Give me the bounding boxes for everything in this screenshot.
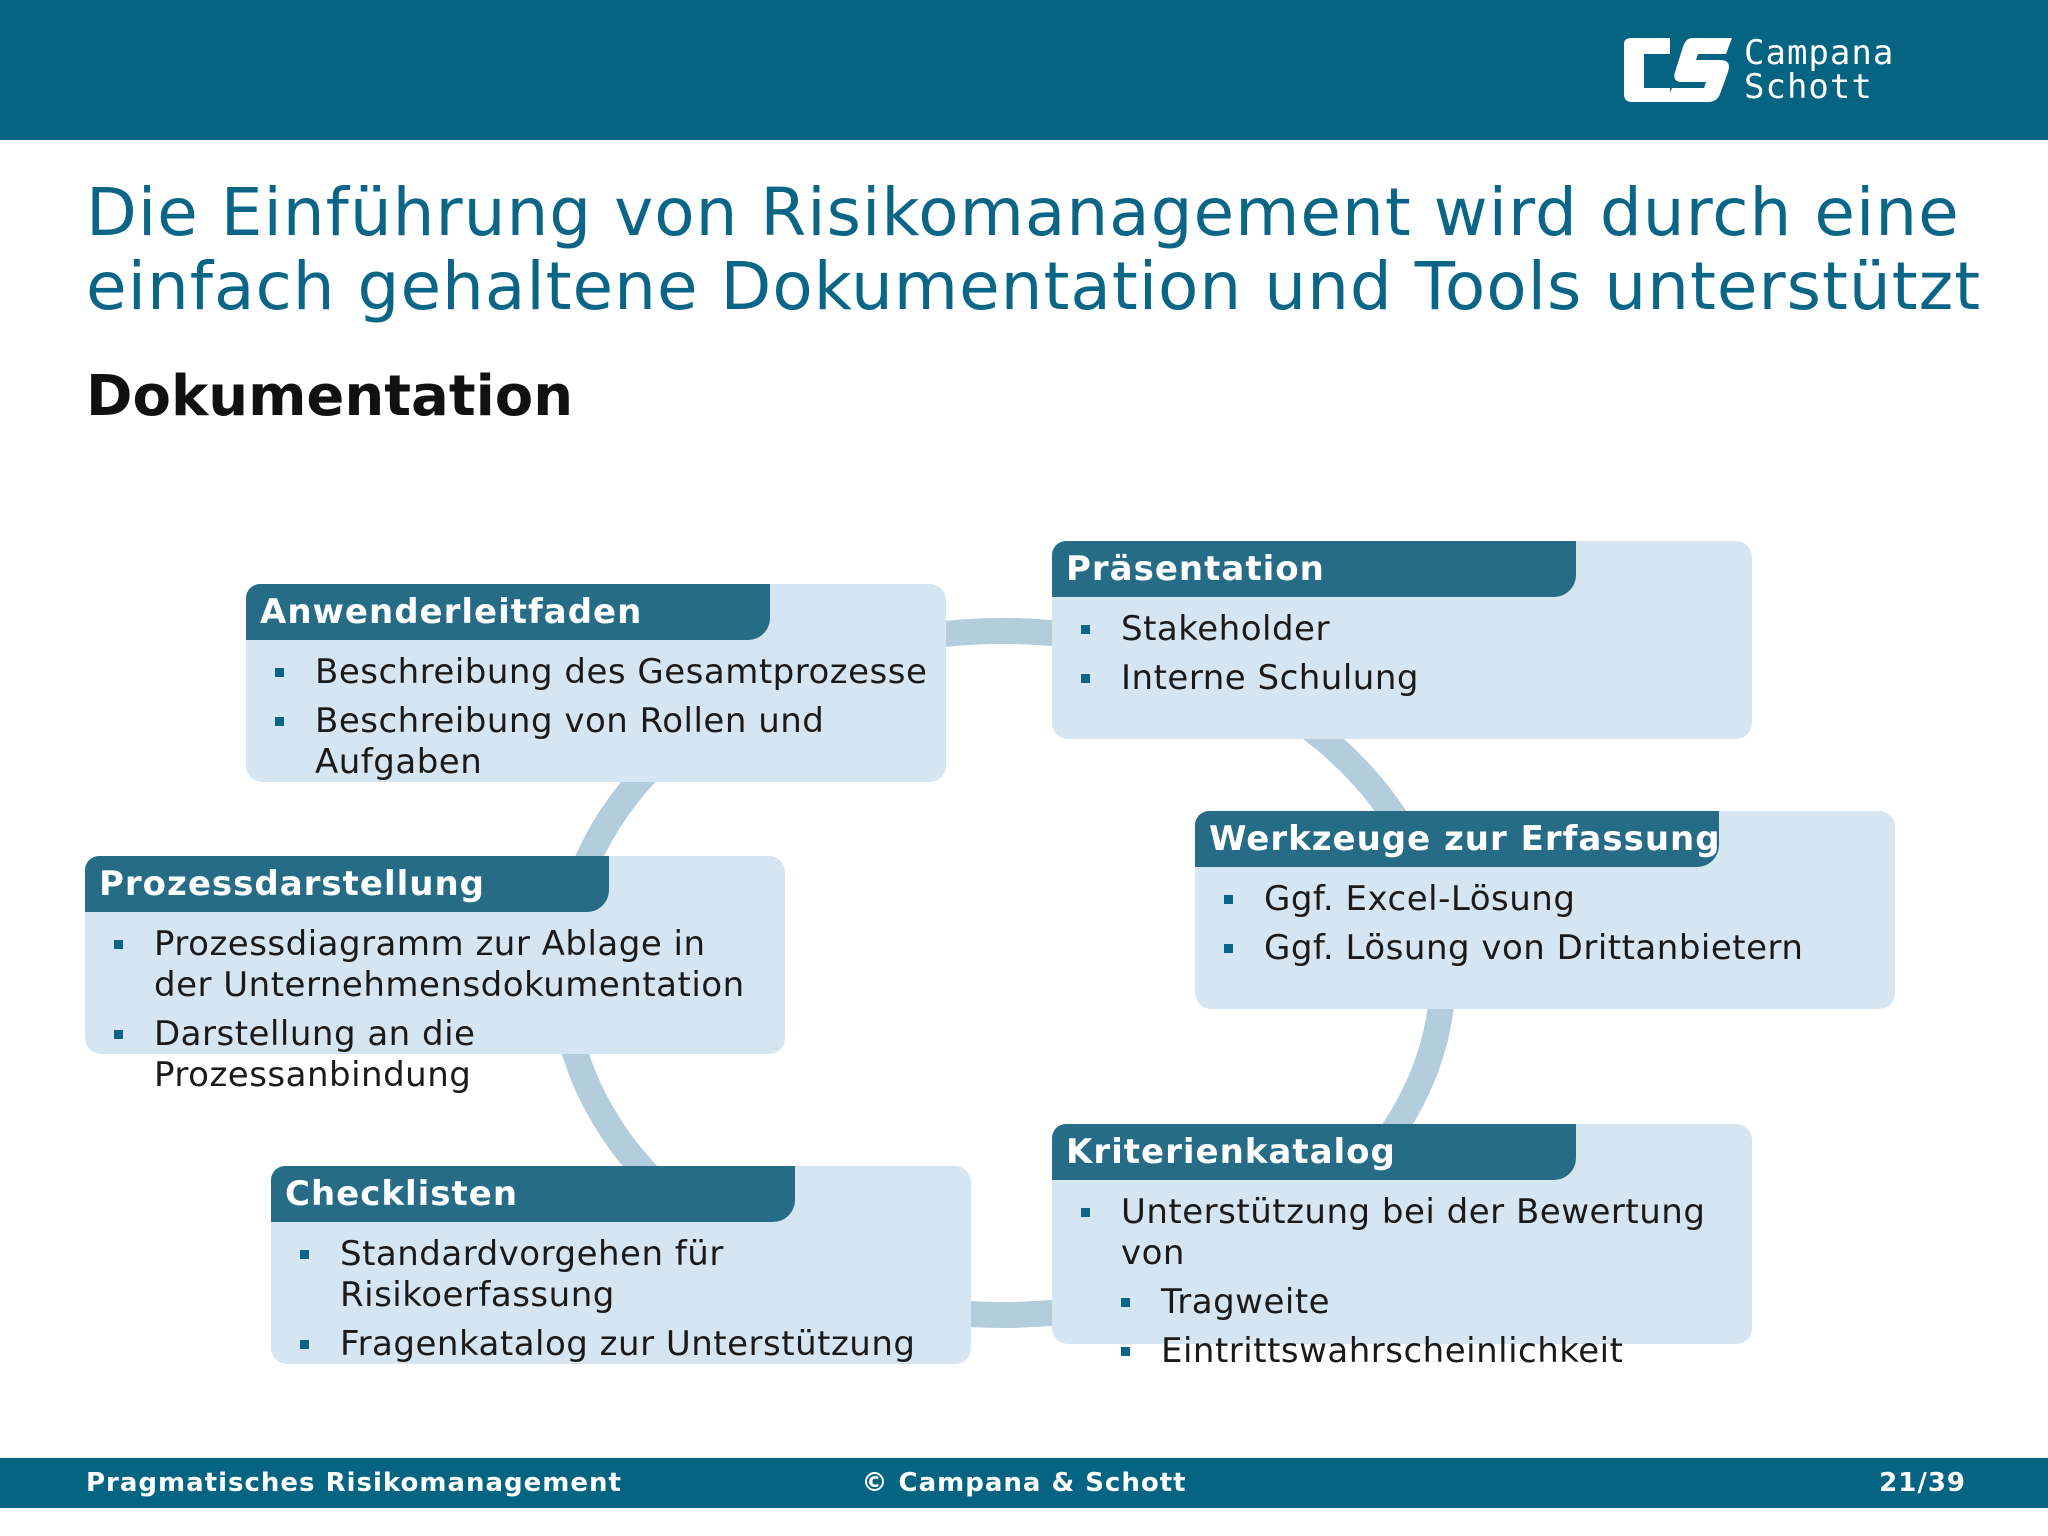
list-item: Darstellung an die Prozessanbindung — [99, 1014, 771, 1096]
card-body — [246, 644, 946, 783]
card-heading: Checklisten — [271, 1166, 795, 1222]
list-item: Beschreibung des Gesamtprozesse — [260, 652, 932, 693]
bullet-icon — [1081, 625, 1090, 634]
card-heading: Anwenderleitfaden — [246, 584, 770, 640]
footer-copyright: © Campana & Schott — [861, 1468, 1187, 1498]
card-heading: Kriterienkatalog — [1052, 1124, 1576, 1180]
bullet-icon — [275, 668, 284, 677]
section-heading: Dokumentation — [86, 364, 574, 429]
card-body — [1052, 1184, 1752, 1372]
card-werkzeuge — [1195, 811, 1895, 1009]
list-item: Ggf. Lösung von Drittanbietern — [1209, 928, 1881, 969]
sub-list-item: Tragweite — [1066, 1282, 1738, 1323]
card-kriterienkatalog — [1052, 1124, 1752, 1371]
sub-list-item: Eintrittswahrscheinlichkeit — [1066, 1331, 1738, 1372]
card-checklisten — [271, 1166, 971, 1364]
card-anwenderleitfaden — [246, 584, 946, 782]
list-item: Stakeholder — [1066, 609, 1738, 650]
list-item: Ggf. Excel-Lösung — [1209, 879, 1881, 920]
list-item: Fragenkatalog zur Unterstützung — [285, 1324, 957, 1365]
card-heading: Werkzeuge zur Erfassung — [1195, 811, 1719, 867]
footer-bar — [0, 1458, 2048, 1508]
list-item: Standardvorgehen für Risikoerfassung — [285, 1234, 957, 1316]
card-heading: Prozessdarstellung — [85, 856, 609, 912]
bullet-icon — [275, 717, 284, 726]
list-item: Unterstützung bei der Bewertung von — [1066, 1192, 1738, 1274]
card-heading: Präsentation — [1052, 541, 1576, 597]
logo-line-campana: Campana — [1744, 33, 1895, 73]
card-prozessdarstellung — [85, 856, 785, 1095]
title-line-1: Die Einführung von Risikomanagement wird durch eine — [86, 174, 1960, 251]
list-item: Prozessdiagramm zur Ablage in der Unternehmensdokumentation — [99, 924, 771, 1006]
list-item: Beschreibung von Rollen und Aufgaben — [260, 701, 932, 783]
list-item: Interne Schulung — [1066, 658, 1738, 699]
bullet-icon — [114, 940, 123, 949]
bullet-icon — [114, 1030, 123, 1039]
title-line-2: einfach gehaltene Dokumentation und Tools unterstützt — [86, 248, 1982, 325]
bullet-icon — [300, 1340, 309, 1349]
card-body — [1195, 871, 1895, 969]
bullet-icon — [1224, 944, 1233, 953]
logo-line-schott: Schott — [1744, 67, 1873, 107]
card-body — [271, 1226, 971, 1365]
bullet-icon — [1121, 1298, 1130, 1307]
footer-page-number: 21/39 — [1879, 1468, 1966, 1498]
bullet-icon — [300, 1250, 309, 1259]
card-body — [85, 916, 785, 1096]
footer-presentation-title: Pragmatisches Risikomanagement — [86, 1468, 622, 1498]
bullet-icon — [1121, 1347, 1130, 1356]
bullet-icon — [1081, 674, 1090, 683]
card-body — [1052, 601, 1752, 699]
bullet-icon — [1224, 895, 1233, 904]
bullet-icon — [1081, 1208, 1090, 1217]
card-praesentation — [1052, 541, 1752, 739]
